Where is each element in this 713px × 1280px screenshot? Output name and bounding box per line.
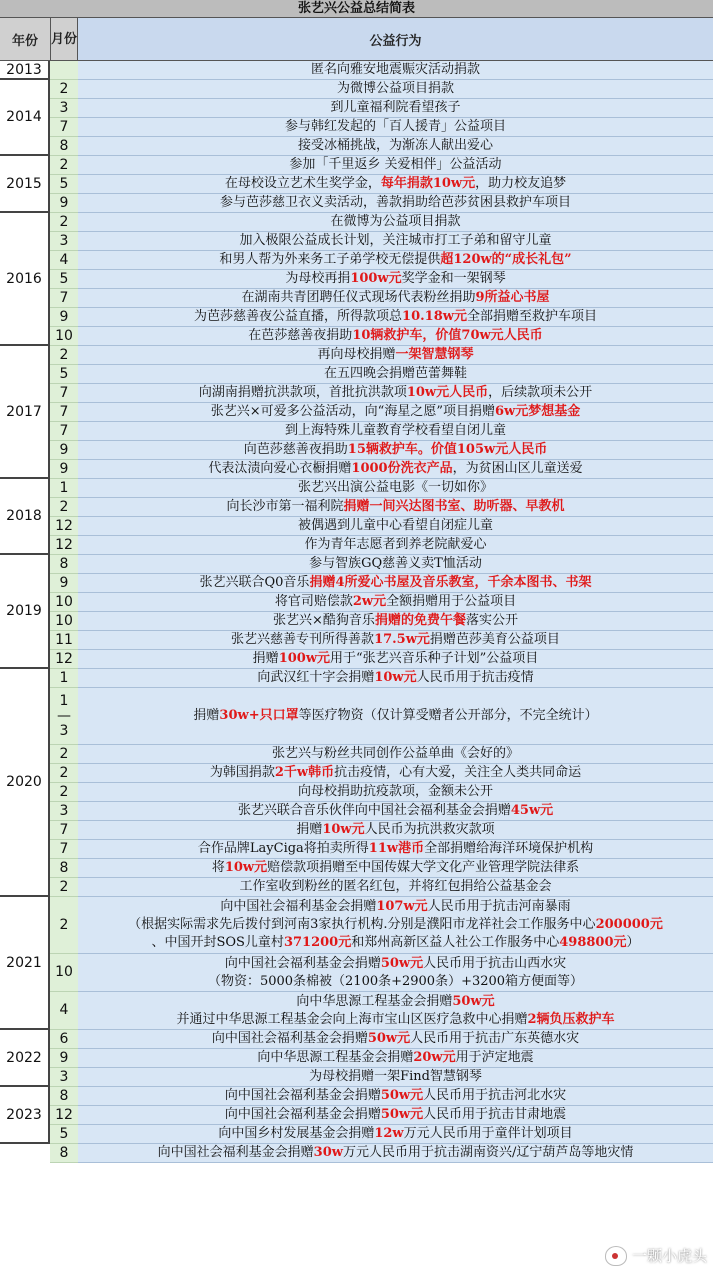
activity-text: 和男人帮为外来务工子弟学校无偿提供	[219, 252, 441, 267]
activity-cell	[78, 688, 713, 745]
activity-text: 向中国社会福利基金会捐赠	[157, 1145, 314, 1160]
month-cell: 2	[50, 80, 78, 99]
highlight-text: 10w元	[224, 860, 268, 875]
activity-line	[158, 1144, 634, 1162]
activity-text: 向母校捐助抗疫款项，金额未公开	[297, 784, 493, 799]
activity-text: 人民币用于抗击广东英德水灾	[410, 1031, 580, 1046]
activity-text: 将官司赔偿款	[274, 594, 353, 609]
year-cell: 2015	[0, 156, 50, 213]
month-cell: 9	[50, 460, 78, 479]
activity-line	[248, 327, 542, 345]
activity-line	[298, 137, 493, 155]
activity-cell	[78, 745, 713, 764]
activity-cell	[78, 612, 713, 631]
month-cell: 1	[50, 669, 78, 688]
activity-cell	[78, 175, 713, 194]
header-year: 年份	[0, 18, 51, 62]
activity-text: 张艺兴×可爱多公益活动，向“海星之愿”项目捐赠	[210, 404, 495, 419]
year-cell: 2021	[0, 897, 50, 1030]
month-cell: 2	[50, 346, 78, 365]
activity-cell	[78, 669, 713, 688]
activity-text: 在五四晚会捐赠芭蕾舞鞋	[323, 366, 467, 381]
activity-cell	[78, 308, 713, 327]
activity-text: 捐赠	[252, 651, 279, 666]
activity-line	[285, 422, 506, 440]
activity-cell	[78, 574, 713, 593]
highlight-text: 10.18w元	[402, 309, 467, 324]
activity-text: 作为青年志愿者到养老院献爱心	[304, 537, 487, 552]
activity-text: 在微博为公益项目捐款	[330, 214, 461, 229]
month-cell: 2	[50, 764, 78, 783]
activity-line	[193, 707, 597, 725]
activity-text: 匿名向雅安地震赈灾活动捐款	[310, 62, 480, 77]
activity-text: 等医疗物资（仅计算受赠者公开部分，不完全统计）	[298, 708, 598, 723]
highlight-text: 45w元	[510, 803, 554, 818]
month-cell: 7	[50, 118, 78, 137]
month-cell: 12	[50, 650, 78, 669]
activity-cell	[78, 1144, 713, 1163]
table-title: 张艺兴公益总结简表	[0, 0, 713, 18]
activity-text: 赔偿款项捐赠至中国传媒大学文化产业管理学院法律系	[267, 860, 580, 875]
activity-cell	[78, 555, 713, 574]
activity-text: 参加「千里返乡 关爱相伴」公益活动	[289, 157, 502, 172]
month-cell: 2	[50, 745, 78, 764]
activity-line	[220, 194, 571, 212]
month-cell: 4	[50, 251, 78, 270]
activity-line	[253, 650, 539, 668]
activity-line	[311, 61, 480, 79]
highlight-text: 50w元	[380, 1088, 424, 1103]
activity-line	[244, 441, 547, 459]
activity-cell	[78, 346, 713, 365]
month-cell: 8	[50, 859, 78, 878]
year-cell: 2020	[0, 669, 50, 897]
activity-line	[198, 840, 593, 858]
highlight-text: 17.5w元	[374, 632, 430, 647]
activity-cell	[78, 441, 713, 460]
year-cell: 2016	[0, 213, 50, 346]
header-activity: 公益行为	[78, 18, 713, 62]
month-cell: 5	[50, 270, 78, 289]
activity-cell	[78, 1087, 713, 1106]
activity-text: 向中国乡村发展基金会捐赠	[218, 1126, 375, 1141]
activity-text: ）	[626, 935, 640, 950]
weibo-icon	[605, 1246, 627, 1266]
highlight-text: 2千w韩币	[274, 765, 335, 780]
month-cell: 3	[50, 1068, 78, 1087]
month-cell: 9	[50, 574, 78, 593]
highlight-text: 捐赠的免费午餐	[374, 613, 466, 628]
activity-text: 张艺兴出演公益电影《一切如你》	[297, 480, 493, 495]
activity-line	[151, 934, 639, 952]
activity-text: （根据实际需求先后拨付到河南3家执行机构.分别是濮阳市龙祥社会工作服务中心	[128, 917, 596, 932]
activity-line	[194, 308, 597, 326]
activity-line	[218, 1125, 572, 1143]
year-cell: 2018	[0, 479, 50, 555]
activity-text: 工作室收到粉丝的匿名红包，并将红包捐给公益基金会	[239, 879, 552, 894]
activity-text: 张艺兴慈善专刊所得善款	[231, 632, 375, 647]
activity-text: 向湖南捐赠抗洪款项，首批抗洪款项	[198, 385, 407, 400]
activity-text: 向武汉红十字会捐赠	[257, 670, 375, 685]
month-cell: 8	[50, 137, 78, 156]
activity-cell	[78, 194, 713, 213]
activity-text: 向芭莎慈善夜捐助	[243, 442, 348, 457]
activity-cell	[78, 878, 713, 897]
activity-line	[239, 232, 551, 250]
activity-text: 代表汰渍向爱心衣橱捐赠	[208, 461, 352, 476]
activity-line	[226, 498, 564, 516]
activity-cell	[78, 859, 713, 878]
month-cell: 7	[50, 422, 78, 441]
activity-text: 为芭莎慈善夜公益直播，所得款项总	[194, 309, 403, 324]
month-cell: 9	[50, 441, 78, 460]
year-cell: 2014	[0, 80, 50, 156]
activity-text: 为母校再捐	[285, 271, 351, 286]
highlight-text: 10w元人民币	[406, 385, 489, 400]
watermark	[605, 1245, 707, 1266]
highlight-text: 2辆负压救护车	[527, 1011, 615, 1027]
activity-text: 人民币用于抗击甘肃地震	[423, 1107, 567, 1122]
month-cell: 10	[50, 954, 78, 992]
highlight-text: 12w	[374, 1126, 404, 1141]
activity-cell	[78, 840, 713, 859]
month-cell: 8	[50, 1087, 78, 1106]
activity-text: 向中国社会福利基金会捐赠	[224, 1088, 381, 1103]
activity-text: 奖学金和一架钢琴	[401, 271, 506, 286]
month-cell: 7	[50, 840, 78, 859]
month-cell	[50, 61, 78, 80]
month-cell: 3	[50, 232, 78, 251]
month-cell: 7	[50, 289, 78, 308]
highlight-text: 30w+只口罩	[219, 708, 299, 723]
activity-line	[225, 175, 566, 193]
activity-text: 将	[211, 860, 225, 875]
activity-text: 合作品牌LayCiga将拍卖所得	[197, 841, 369, 856]
activity-text: 人民币用于抗击河北水灾	[423, 1088, 567, 1103]
month-cell: 12	[50, 1106, 78, 1125]
activity-cell	[78, 498, 713, 517]
activity-cell	[78, 783, 713, 802]
month-cell: 10	[50, 593, 78, 612]
activity-text: 捐赠	[193, 708, 220, 723]
highlight-text: 捐赠4所爱心书屋及音乐教室，千余本图书、书架	[309, 575, 592, 590]
year-cell: 2023	[0, 1087, 50, 1144]
month-cell: 10	[50, 327, 78, 346]
activity-line	[128, 916, 663, 934]
highlight-text: 捐赠一间兴达图书室、助听器、早教机	[343, 499, 565, 514]
highlight-text: 50w元	[452, 993, 495, 1009]
activity-cell	[78, 517, 713, 536]
activity-text: （物资：5000条棉被（2100条+2900条）+3200箱方便面等）	[207, 973, 584, 989]
activity-line	[273, 612, 518, 630]
activity-line	[296, 821, 494, 839]
activity-line	[208, 973, 583, 991]
activity-line	[330, 213, 460, 231]
activity-cell	[78, 232, 713, 251]
activity-cell	[78, 156, 713, 175]
month-cell: 2	[50, 498, 78, 517]
month-cell: 2	[50, 878, 78, 897]
month-cell: 5	[50, 365, 78, 384]
month-cell: 1 — 3	[50, 688, 78, 745]
highlight-text: 2w元	[352, 594, 387, 609]
highlight-text: 每年捐款10w元	[380, 176, 476, 191]
month-cell: 12	[50, 517, 78, 536]
activity-line	[238, 802, 553, 820]
activity-text: ，后续款项未公开	[488, 385, 593, 400]
activity-cell	[78, 650, 713, 669]
activity-line	[219, 251, 571, 269]
activity-text: 到上海特殊儿童教育学校看望自闭儿童	[284, 423, 506, 438]
year-cell: 2017	[0, 346, 50, 479]
activity-line	[210, 764, 581, 782]
highlight-text: 9所益心书屋	[475, 290, 550, 305]
activity-line	[212, 1030, 579, 1048]
activity-line	[298, 517, 493, 535]
highlight-text: 11w港币	[368, 841, 425, 856]
highlight-text: 6w元梦想基金	[494, 404, 581, 419]
activity-cell	[78, 593, 713, 612]
activity-text: 接受冰桶挑战，为渐冻人献出爱心	[297, 138, 493, 153]
activity-text: 、中国开封SOS儿童村	[151, 935, 284, 950]
month-cell: 2	[50, 783, 78, 802]
activity-cell	[78, 897, 713, 954]
activity-text: ，助力校友追梦	[475, 176, 567, 191]
month-cell: 11	[50, 631, 78, 650]
highlight-text: 10w元	[374, 670, 417, 685]
watermark-text: 一颗小虎头	[631, 1247, 707, 1265]
activity-line	[324, 365, 467, 383]
header-month-line1: 月	[50, 31, 64, 47]
activity-cell	[78, 802, 713, 821]
header-month-line2: 份	[64, 31, 78, 47]
activity-text: 捐赠芭莎美育公益项目	[429, 632, 560, 647]
activity-cell	[78, 422, 713, 441]
activity-line	[296, 993, 494, 1011]
highlight-text: 50w元	[367, 1031, 411, 1046]
activity-cell	[78, 1068, 713, 1087]
activity-cell	[78, 251, 713, 270]
activity-line	[231, 631, 560, 649]
activity-cell	[78, 327, 713, 346]
activity-text: 为韩国捐款	[209, 765, 275, 780]
activity-text: 并通过中华思源工程基金会向上海市宝山区医疗急救中心捐赠	[176, 1011, 528, 1027]
activity-line	[176, 1011, 614, 1029]
activity-line	[257, 1049, 533, 1067]
activity-line	[337, 80, 454, 98]
highlight-text: 498800元	[559, 935, 627, 950]
activity-cell	[78, 1049, 713, 1068]
highlight-text: 超120w的“成长礼包”	[440, 252, 572, 267]
activity-cell	[78, 99, 713, 118]
activity-cell	[78, 213, 713, 232]
activity-text: 向中国社会福利基金会捐赠	[224, 1107, 381, 1122]
activity-text: 向中国社会福利基金会捐赠	[224, 955, 381, 971]
activity-line	[208, 460, 582, 478]
activity-text: 落实公开	[465, 613, 518, 628]
activity-cell	[78, 1030, 713, 1049]
highlight-text: 50w元	[380, 1107, 424, 1122]
activity-text: 人民币用于抗击山西水灾	[423, 955, 567, 971]
activity-text: 人民币用于抗击疫情	[416, 670, 534, 685]
activity-line	[304, 536, 486, 554]
activity-line	[239, 878, 551, 896]
activity-cell	[78, 821, 713, 840]
activity-line	[220, 898, 570, 916]
activity-text: 向中国社会福利基金会捐赠	[220, 899, 377, 914]
month-cell: 9	[50, 308, 78, 327]
activity-text: 和郑州高新区益人社公工作服务中心	[351, 935, 560, 950]
year-cell: 2013	[0, 61, 50, 80]
activity-text: 全部捐赠至救护车项目	[466, 309, 597, 324]
activity-line	[275, 593, 516, 611]
highlight-text: 50w元	[380, 955, 424, 971]
activity-cell	[78, 80, 713, 99]
activity-line	[309, 1068, 482, 1086]
activity-line	[285, 118, 506, 136]
activity-line	[200, 574, 592, 592]
month-cell: 7	[50, 384, 78, 403]
month-cell: 2	[50, 897, 78, 954]
highlight-text: 371200元	[283, 935, 352, 950]
month-cell: 7	[50, 403, 78, 422]
month-cell: 12	[50, 536, 78, 555]
activity-text: 向长沙市第一福利院	[226, 499, 344, 514]
activity-text: 张艺兴×酷狗音乐	[273, 613, 375, 628]
activity-cell	[78, 460, 713, 479]
activity-text: 人民币用于抗击河南暴雨	[427, 899, 571, 914]
highlight-text: 20w元	[413, 1050, 456, 1065]
activity-text: 参与智族GQ慈善义卖T恤活动	[309, 556, 482, 571]
month-cell: 5	[50, 175, 78, 194]
month-cell: 4	[50, 992, 78, 1030]
month-cell: 9	[50, 194, 78, 213]
activity-line	[272, 745, 519, 763]
activity-text: 全部捐赠给海洋环境保护机构	[424, 841, 594, 856]
activity-text: 张艺兴联合音乐伙伴向中国社会福利基金会捐赠	[237, 803, 511, 818]
activity-cell	[78, 118, 713, 137]
activity-line	[317, 346, 473, 364]
activity-line	[212, 859, 579, 877]
month-cell: 7	[50, 821, 78, 840]
header-month	[51, 18, 78, 62]
activity-line	[298, 783, 493, 801]
activity-line	[257, 669, 533, 687]
activity-cell	[78, 61, 713, 80]
activity-text: 参与韩红发起的「百人援青」公益项目	[284, 119, 506, 134]
activity-cell	[78, 631, 713, 650]
activity-cell	[78, 1125, 713, 1144]
activity-cell	[78, 764, 713, 783]
highlight-text: 10w元	[322, 822, 365, 837]
activity-text: 向中国社会福利基金会捐赠	[211, 1031, 368, 1046]
activity-text: 万元人民币用于童伴计划项目	[403, 1126, 573, 1141]
month-cell: 2	[50, 156, 78, 175]
highlight-text: 100w元	[278, 651, 331, 666]
activity-text: 为微博公益项目捐款	[336, 81, 454, 96]
activity-text: 用于泸定地震	[455, 1050, 534, 1065]
activity-text: 全额捐赠用于公益项目	[386, 594, 517, 609]
activity-line	[241, 289, 549, 307]
year-cell: 2019	[0, 555, 50, 669]
activity-text: 向中华思源工程基金会捐赠	[257, 1050, 414, 1065]
activity-text: 抗击疫情，心有大爱，关注全人类共同命运	[334, 765, 582, 780]
activity-text: 在湖南共青团聘任仪式现场代表粉丝捐助	[241, 290, 476, 305]
activity-line	[298, 479, 493, 497]
activity-text: ，为贫困山区儿童送爱	[452, 461, 583, 476]
activity-cell	[78, 403, 713, 422]
activity-cell	[78, 365, 713, 384]
activity-text: 张艺兴联合Q0音乐	[199, 575, 310, 590]
activity-cell	[78, 137, 713, 156]
activity-line	[199, 384, 592, 402]
activity-text: 到儿童福利院看望孩子	[330, 100, 461, 115]
activity-cell	[78, 536, 713, 555]
highlight-text: 30w	[313, 1145, 343, 1160]
year-cell: 2022	[0, 1030, 50, 1087]
highlight-text: 100w元	[350, 271, 402, 286]
activity-cell	[78, 1106, 713, 1125]
month-cell: 3	[50, 99, 78, 118]
activity-text: 被偶遇到儿童中心看望自闭症儿童	[297, 518, 493, 533]
activity-text: 为母校捐赠一架Find智慧钢琴	[309, 1069, 482, 1084]
activity-text: 捐赠	[296, 822, 323, 837]
month-cell: 9	[50, 1049, 78, 1068]
highlight-text: 1000份洗衣产品	[351, 461, 453, 476]
highlight-text: 一架智慧钢琴	[395, 347, 474, 362]
activity-line	[225, 955, 566, 973]
activity-line	[225, 1106, 566, 1124]
month-cell: 1	[50, 479, 78, 498]
activity-line	[211, 403, 580, 421]
activity-text: 在芭莎慈善夜捐助	[248, 328, 353, 343]
month-cell: 6	[50, 1030, 78, 1049]
month-cell: 3	[50, 802, 78, 821]
activity-cell	[78, 954, 713, 992]
month-cell: 8	[50, 1144, 78, 1163]
month-cell: 5	[50, 1125, 78, 1144]
month-cell: 8	[50, 555, 78, 574]
activity-text: 万元人民币用于抗击湖南资兴/辽宁葫芦岛等地灾情	[342, 1145, 634, 1160]
activity-cell	[78, 992, 713, 1030]
activity-text: 张艺兴与粉丝共同创作公益单曲《会好的》	[271, 746, 519, 761]
activity-text: 向中华思源工程基金会捐赠	[296, 993, 453, 1009]
activity-line	[309, 555, 482, 573]
activity-line	[289, 156, 501, 174]
highlight-text: 15辆救护车。价值105w元人民币	[347, 442, 548, 457]
highlight-text: 107w元	[376, 899, 428, 914]
activity-text: 人民币为抗洪救灾款项	[364, 822, 495, 837]
activity-cell	[78, 270, 713, 289]
activity-text: 参与芭莎慈卫衣义卖活动，善款捐助给芭莎贫困县救护车项目	[219, 195, 571, 210]
highlight-text: 10辆救护车，价值70w元人民币	[352, 328, 543, 343]
activity-text: 再向母校捐赠	[317, 347, 396, 362]
activity-cell	[78, 479, 713, 498]
activity-line	[285, 270, 505, 288]
activity-cell	[78, 384, 713, 403]
activity-line	[225, 1087, 566, 1105]
activity-line	[330, 99, 460, 117]
activity-text: 用于“张艺兴音乐种子计划”公益项目	[330, 651, 539, 666]
month-cell: 2	[50, 213, 78, 232]
activity-cell	[78, 289, 713, 308]
activity-text: 在母校设立艺术生奖学金，	[224, 176, 381, 191]
highlight-text: 200000元	[595, 917, 663, 932]
activity-text: 加入极限公益成长计划，关注城市打工子弟和留守儿童	[239, 233, 552, 248]
month-cell: 10	[50, 612, 78, 631]
